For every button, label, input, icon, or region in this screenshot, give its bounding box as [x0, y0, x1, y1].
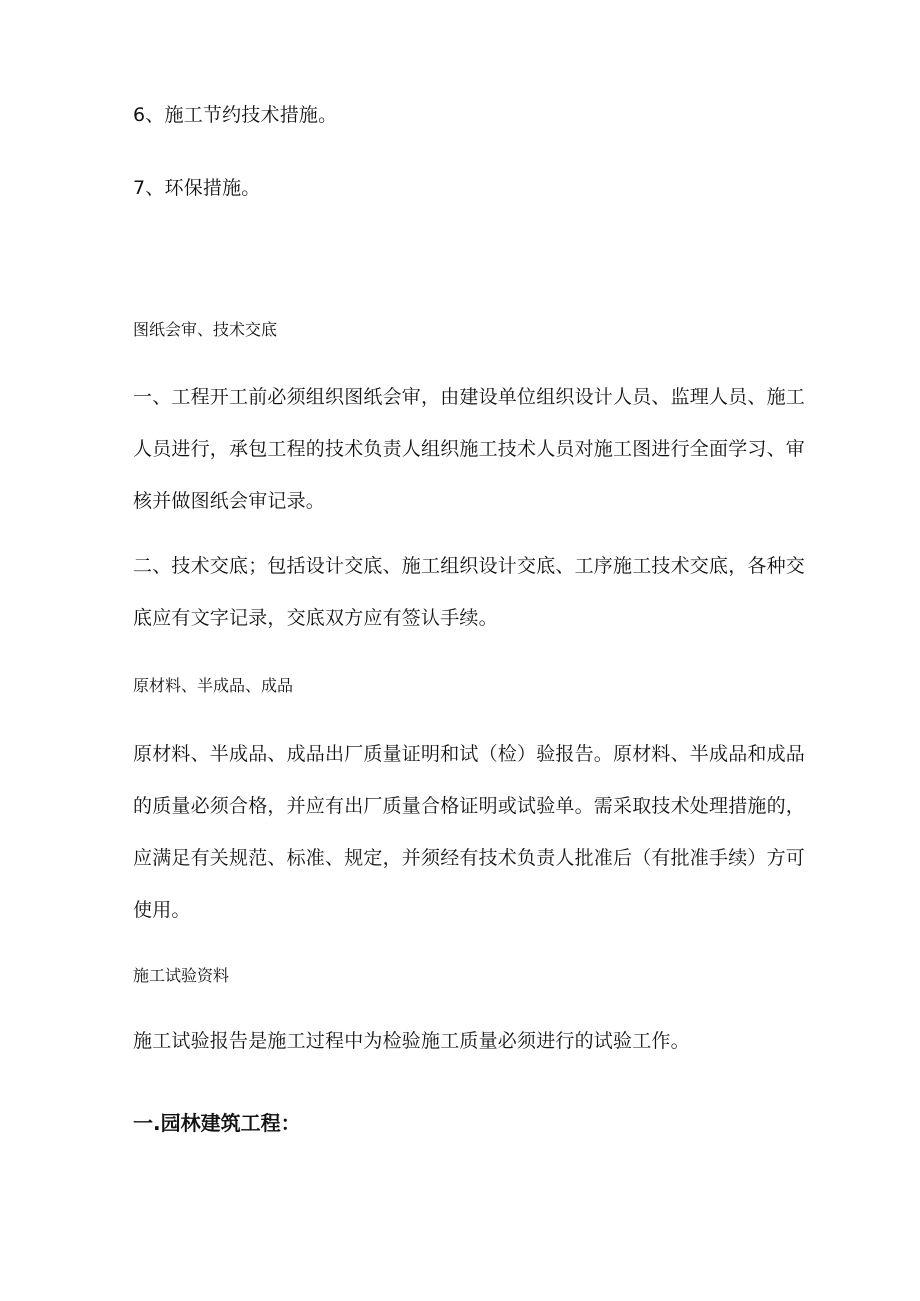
- section-heading-test-data: 施工试验资料: [133, 966, 230, 985]
- subheading-garden-building: 一.园林建筑工程：: [133, 1111, 301, 1135]
- section-heading-materials: 原材料、半成品、成品: [133, 676, 294, 695]
- paragraph-drawing-review: 一、工程开工前必须组织图纸会审，由建设单位组织设计人员、监理人员、施工人员进行，承包工程的技术负责人组织施工技术人员对施工图进行全面学习、审核并做图纸会审记录。: [133, 386, 806, 512]
- paragraph-test-data: 施工试验报告是施工过程中为检验施工质量必须进行的试验工作。: [133, 1030, 690, 1052]
- list-item-7: 7、环保措施。: [133, 177, 261, 199]
- paragraph-technical-briefing: 二、技术交底；包括设计交底、施工组织设计交底、工序施工技术交底，各种交底应有文字记录，交底双方应有签认手续。: [133, 555, 806, 629]
- list-item-6: 6、施工节约技术措施。: [133, 104, 338, 126]
- section-heading-drawing-review: 图纸会审、技术交底: [133, 320, 278, 339]
- paragraph-materials: 原材料、半成品、成品出厂质量证明和试（检）验报告。原材料、半成品和成品的质量必须合格，并应有出厂质量合格证明或试验单。需采取技术处理措施的，应满足有关规范、标准、规定，并须经有技术负责人批准后（有批准手续）方可使用。: [133, 743, 806, 921]
